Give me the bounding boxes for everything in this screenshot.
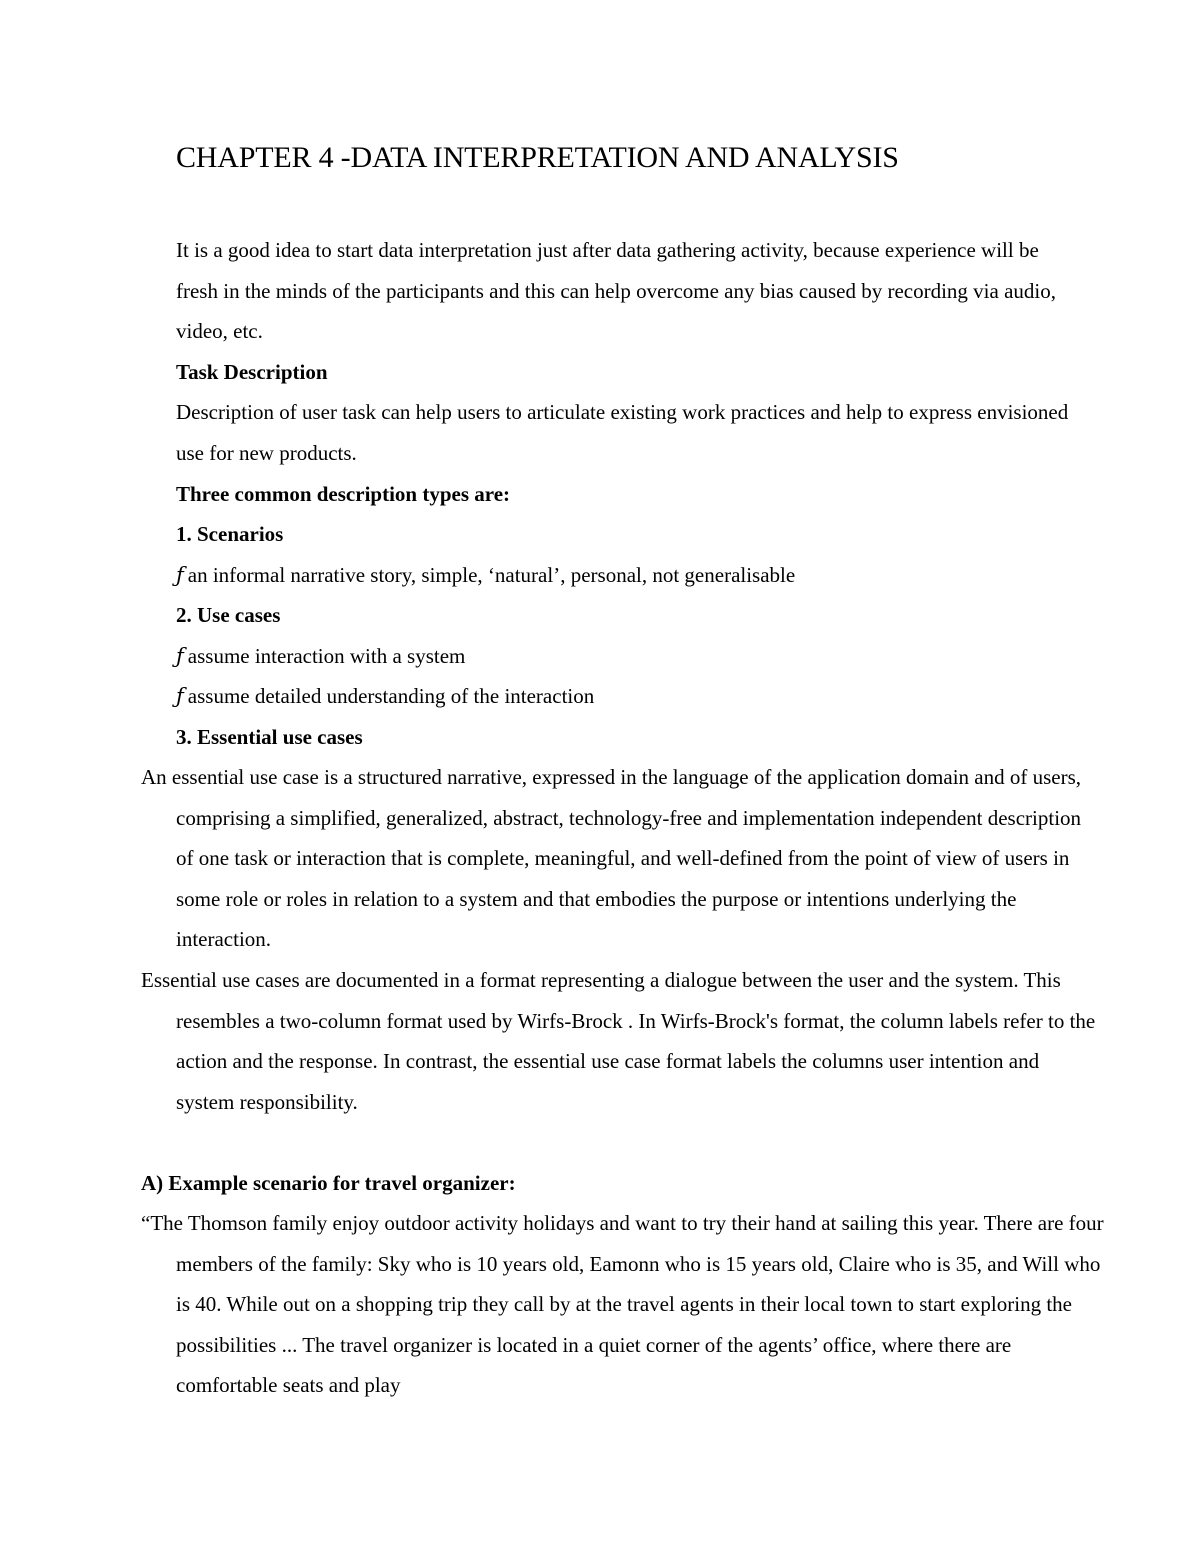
task-description-heading: Task Description [176, 360, 328, 384]
bullet-text: an informal narrative story, simple, ‘natural’, personal, not generalisable [187, 563, 796, 587]
bullet-text: assume detailed understanding of the interaction [187, 684, 595, 708]
use-cases-heading: 2. Use cases [176, 603, 281, 627]
bullet-glyph: ƒ [176, 644, 184, 668]
use-cases-bullet-1 [176, 636, 465, 677]
essential-use-case-definition: An essential use case is a structured narrative, expressed in the language of the application domain and of users, comprising a simplified, generalized, abstract, technology-free and implementation independent description of one task or interaction that is complete, meaningful, and well-defined from the point of view of users in some role or roles in relation to a system and that embodies the purpose or intentions underlying the interaction. [141, 765, 1082, 952]
essential-use-case-format: Essential use cases are documented in a format representing a dialogue between the user and the system. This resembles a two-column format used by Wirfs-Brock . In Wirfs-Brock's format, the column labels refer to the action and the response. In contrast, the essential use case format labels the columns user intention and system responsibility. [141, 968, 1096, 1114]
intro-paragraph: It is a good idea to start data interpretation just after data gathering activity, because experience will be fresh in the minds of the participants and this can help overcome any bias caused by recording via audio, video, etc. [176, 238, 1056, 344]
example-scenario-text: “The Thomson family enjoy outdoor activity holidays and want to try their hand at sailing this year. There are four members of the family: Sky who is 10 years old, Eamonn who is 15 years old, Claire who is 35, and Will who is 40. While out on a shopping trip they call by at the travel agents in their local town to start exploring the possibilities ... The travel organizer is located in a quiet corner of the agents’ office, where there are comfortable seats and play [141, 1211, 1104, 1398]
chapter-title: CHAPTER 4 -DATA INTERPRETATION AND ANALYSIS [176, 141, 899, 174]
example-scenario-heading: A) Example scenario for travel organizer: [141, 1171, 516, 1195]
bullet-glyph: ƒ [176, 684, 184, 708]
task-description-paragraph: Description of user task can help users to articulate existing work practices and help to express envisioned use for new products. [176, 400, 1069, 465]
description-types-heading: Three common description types are: [176, 482, 511, 506]
use-cases-bullet-2 [176, 676, 594, 717]
bullet-glyph: ƒ [176, 563, 184, 587]
essential-use-cases-heading: 3. Essential use cases [176, 725, 363, 749]
bullet-text: assume interaction with a system [187, 644, 466, 668]
scenarios-bullet [176, 555, 795, 596]
scenarios-heading: 1. Scenarios [176, 522, 284, 546]
